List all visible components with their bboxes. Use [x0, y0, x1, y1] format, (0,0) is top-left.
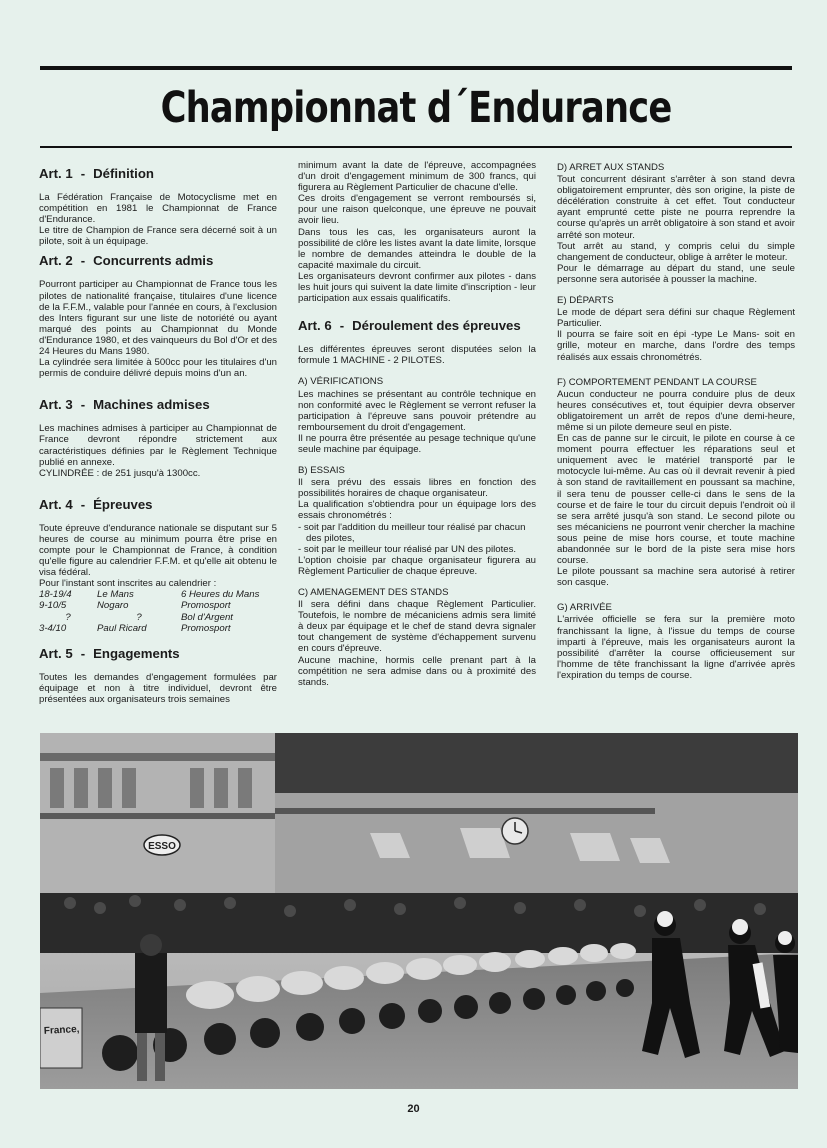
photo-illustration	[40, 733, 798, 1089]
race-start-photo	[40, 733, 798, 1089]
article-3-paragraph: Les machines admises à participer au Championnat de France devront répondre strictement aux caractéristiques définies par le Règlement Technique publié en annexe.	[39, 423, 277, 468]
section-c-paragraph: Il sera défini dans chaque Règlement Particulier. Toutefois, le nombre de mécaniciens admis sera limité à deux par équipage et le chef de stand devra signaler tout changement de système d'échappement survenu en cours d'épreuve.	[298, 599, 536, 655]
column-3	[557, 160, 795, 681]
section-b-heading: B) ESSAIS	[298, 465, 345, 477]
section-b-closing: L'option choisie par chaque organisateur figurera au Règlement Particulier de chaque épreuve.	[298, 554, 536, 577]
article-6-intro: Les différentes épreuves seront disputées selon la formule 1 MACHINE - 2 PILOTES.	[298, 344, 536, 367]
section-g-heading: G) ARRIVÉE	[557, 602, 612, 614]
article-1-heading: Art. 1 - Définition	[39, 166, 154, 181]
page-number: 20	[407, 1103, 420, 1115]
article-5-continued: Dans tous les cas, les organisateurs auront la possibilité de clôre les listes avant la date limite, lorsque le nombre de demandes atteindra le double de la capacité maximale du circuit.	[298, 226, 536, 271]
top-rule	[40, 66, 792, 70]
article-1-paragraph: Le titre de Champion de France sera décerné soit à un pilote, soit à un équipage.	[39, 225, 277, 248]
calendar-row: 18-19/4 Le Mans 6 Heures du Mans	[39, 589, 260, 601]
section-d-paragraph: Tout concurrent désirant s'arrêter à son stand devra obligatoirement emprunter, dès son origine, la piste de décélération construite à cet effet. Tout conducteur ayant emprunté cette piste ne pourra reprendre la course qu'après un arrêt obligatoire à son stand et avoir arrêté son moteur.	[557, 174, 795, 241]
section-d-paragraph: Pour le démarrage au départ du stand, une seule personne sera autorisée à pousser la machine.	[557, 262, 795, 285]
esso-sign-text: ESSO	[148, 841, 176, 852]
article-2-heading: Art. 2 - Concurrents admis	[39, 253, 214, 269]
article-5-continued: Les organisateurs devront confirmer aux pilotes - dans les huit jours qui suivent la date limite d'inscription - leur participation aux essais qualificatifs.	[298, 270, 536, 305]
page-title: Championnat d´Endurance	[160, 83, 672, 133]
article-6-heading: Art. 6 - Déroulement des épreuves	[298, 318, 521, 334]
article-4-paragraph: Pour l'instant sont inscrites au calendrier :	[39, 578, 217, 590]
article-2-paragraph: Pourront participer au Championnat de France tous les pilotes de nationalité française, titulaires d'une licence de la F.F.M., valable pour l'année en cours, à l'exclusion des Inters figurant sur une liste de notoriété ou ayant marqué des points au Championnat du Monde d'Endurance 1980, et des vainqueurs du Bol d'Or et des 24 Heures du Mans 1980.	[39, 279, 277, 358]
section-e-heading: E) DÉPARTS	[557, 295, 614, 307]
article-1-paragraph: La Fédération Française de Motocyclisme met en compétition en 1981 le Championnat de France d'Endurance.	[39, 192, 277, 226]
section-a-paragraph: Il ne pourra être présentée au pesage technique qu'une seule machine par équipage.	[298, 432, 536, 455]
france-banner	[40, 1008, 82, 1068]
calendar-row: 3-4/10 Paul Ricard Promosport	[39, 622, 231, 634]
title-underline	[40, 146, 792, 148]
article-5-continued: Ces droits d'engagement se verront remboursés si, pour une raison quelconque, une épreuve ne pouvait avoir lieu.	[298, 193, 536, 227]
section-e-paragraph: Le mode de départ sera défini sur chaque Règlement Particulier.	[557, 307, 795, 330]
section-f-paragraph: Le pilote poussant sa machine sera autorisé à retirer son casque.	[557, 566, 795, 589]
article-5-continued: minimum avant la date de l'épreuve, accompagnées d'un droit d'engagement minimum de 300 francs, qui figurera au Règlement Particulier de chacune d'elle.	[298, 160, 536, 194]
race-calendar	[39, 589, 259, 633]
section-c-paragraph: Aucune machine, hormis celle prenant part à la compétition ne sera admise dans ou à proximité des stands.	[298, 654, 536, 688]
column-1	[39, 160, 277, 705]
article-2-paragraph: La cylindrée sera limitée à 500cc pour les titulaires d'un permis de conduire délivré depuis moins d'un an.	[39, 357, 277, 380]
section-a-heading: A) VÉRIFICATIONS	[298, 376, 384, 388]
section-f-heading: F) COMPORTEMENT PENDANT LA COURSE	[557, 376, 757, 388]
calendar-row: ? ? Bol d'Argent	[65, 611, 233, 623]
section-f-paragraph: En cas de panne sur le circuit, le pilote en course à ce moment pourra effectuer les réparations seul et uniquement avec le matériel transporté par le motocycle lui-même. Au cas où il devrait revenir à pied à son stand de ravitaillement en poussant sa machine, il sera tenu de pousser celle-ci dans le sens de la course et de faire le tour du circuit depuis l'endroit où il se sera arrêté jusqu'à son stand. Le second pilote ou ses mécaniciens ne pourront venir chercher la machine sous peine de mise hors course, et toute machine abandonnée sur le bord de la piste sera mise hors course.	[557, 433, 795, 567]
article-3-heading: Art. 3 - Machines admises	[39, 397, 210, 413]
section-e-paragraph: Il pourra se faire soit en épi -type Le Mans- soit en grille, moteur en marche, dans l'ordre des temps réalisés aux essais chronométrés.	[557, 329, 795, 363]
article-4-paragraph: Toute épreuve d'endurance nationale se disputant sur 5 heures de course au minimum pourra être prise en compte pour le Championnat de France, à condition qu'elle figure au calendrier F.F.M. et qu'elle ait obtenu le visa fédéral.	[39, 522, 277, 579]
section-b-bullet: - soit par le meilleur tour réalisé par UN des pilotes.	[298, 543, 517, 555]
section-a-paragraph: Les machines se présentant au contrôle technique en non conformité avec le Règlement se verront refuser la participation à l'épreuve sans pouvoir prétendre au remboursement du droit d'engagement.	[298, 388, 536, 433]
calendar-row: 9-10/5 Nogaro Promosport	[39, 600, 231, 612]
section-d-paragraph: Tout arrêt au stand, y compris celui du simple changement de conducteur, oblige à arrêter le moteur.	[557, 240, 795, 263]
column-2	[298, 160, 536, 688]
article-3-paragraph: CYLINDRÉE : de 251 jusqu'à 1300cc.	[39, 467, 201, 479]
section-g-paragraph: L'arrivée officielle se fera sur la première moto franchissant la ligne, à l'issue du temps de course imparti à l'épreuve, mais les organisateurs auront la possibilité d'arrêter la course officieusement sur l'homme de tête franchissant la ligne d'arrivée après l'expiration du temps de course.	[557, 614, 795, 681]
section-b-paragraph: Il sera prévu des essais libres en fonction des possibilités horaires de chaque organisateur.	[298, 477, 536, 500]
article-5-paragraph: Toutes les demandes d'engagement formulées par équipage et non à titre individuel, devront être présentées aux organisateurs trois semaines	[39, 671, 277, 705]
section-d-heading: D) ARRET AUX STANDS	[557, 162, 665, 173]
section-b-bullet: - soit par l'addition du meilleur tour réalisé par chacun des pilotes,	[298, 521, 526, 544]
article-4-heading: Art. 4 - Épreuves	[39, 496, 153, 512]
france-banner-text: France,	[43, 1023, 80, 1037]
article-5-heading: Art. 5 - Engagements	[39, 645, 180, 661]
section-f-paragraph: Aucun conducteur ne pourra conduire plus de deux heures consécutives et, tout équipier devra observer obligatoirement un arrêt de repos d'une demi-heure, même si un pilote demeure seul en piste.	[557, 388, 795, 433]
section-c-heading: C) AMENAGEMENT DES STANDS	[298, 587, 449, 598]
section-b-paragraph: La qualification s'obtiendra pour un équipage lors des essais chronométrés :	[298, 499, 536, 522]
